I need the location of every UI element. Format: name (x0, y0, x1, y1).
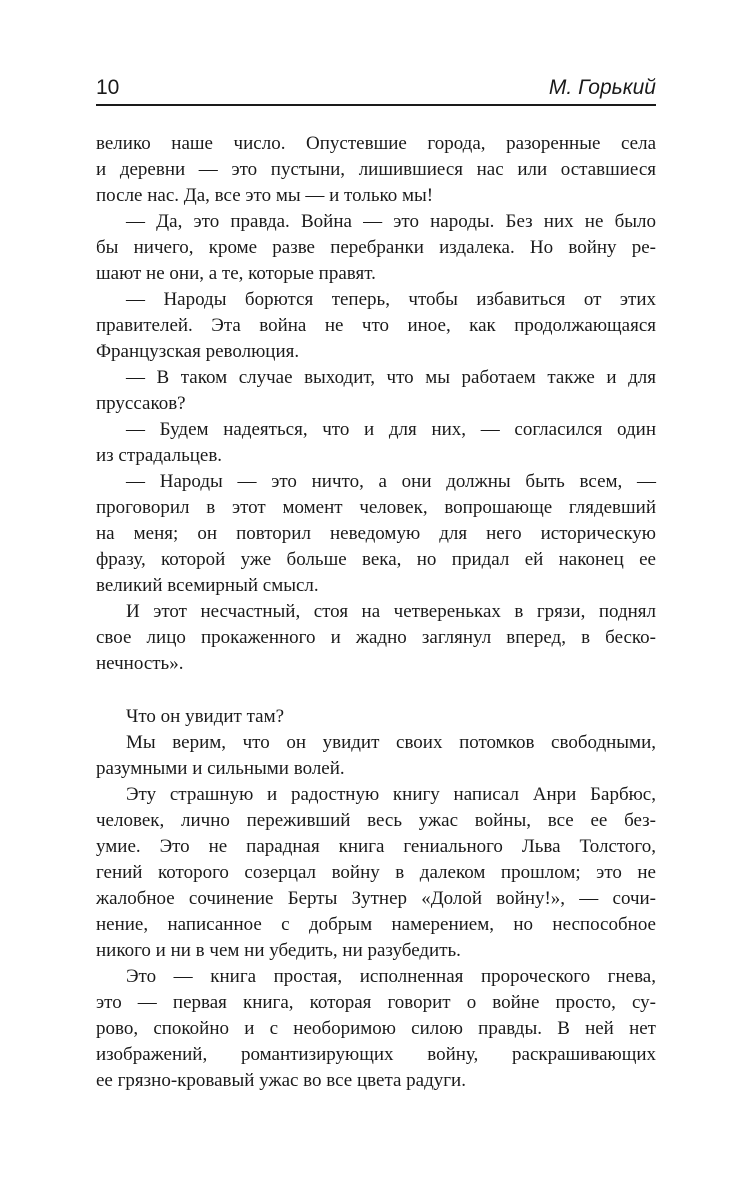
text-line: — Народы — это ничто, а они должны быть всем, — (126, 471, 656, 492)
page-header (96, 74, 656, 104)
text-line: нечность». (96, 653, 184, 674)
text-line: бы ничего, кроме разве перебранки издалека. Но войну ре- (96, 237, 656, 258)
text-line: Что он увидит там? (126, 706, 285, 727)
text-line: И этот несчастный, стоя на четвереньках в грязи, поднял (126, 601, 656, 622)
text-line: на меня; он повторил неведомую для него историческую (96, 523, 656, 544)
text-line: никого и ни в чем ни убедить, ни разубедить. (96, 940, 461, 961)
text-line: разумными и сильными волей. (96, 758, 345, 779)
text-line: великий всемирный смысл. (96, 575, 319, 596)
text-line: и деревни — это пустыни, лишившиеся нас или оставшиеся (96, 159, 656, 180)
text-line: гений которого созерцал войну в далеком прошлом; это не (96, 862, 656, 883)
text-line: человек, лично переживший весь ужас войны, все ее без- (96, 810, 656, 831)
text-line: пруссаков? (96, 393, 186, 414)
text-line: — В таком случае выходит, что мы работаем также и для (126, 367, 656, 388)
text-line: после нас. Да, все это мы — и только мы! (96, 185, 434, 206)
text-line: — Народы борются теперь, чтобы избавиться от этих (126, 289, 656, 310)
text-line: нение, написанное с добрым намерением, но неспособное (96, 914, 656, 935)
text-line: свое лицо прокаженного и жадно заглянул вперед, в беско- (96, 627, 656, 648)
text-line: — Да, это правда. Война — это народы. Без них не было (126, 211, 656, 232)
text-line: фразу, которой уже больше века, но придал ей наконец ее (96, 549, 656, 570)
running-head-author: М. Горький (548, 76, 656, 99)
text-line: Эту страшную и радостную книгу написал Анри Барбюс, (126, 784, 656, 805)
text-line: Мы верим, что он увидит своих потомков свободными, (126, 732, 656, 753)
text-line: умие. Это не парадная книга гениального Льва Толстого, (96, 836, 656, 857)
text-line: проговорил в этот момент человек, вопрошающе глядевший (96, 497, 656, 518)
text-line: Это — книга простая, исполненная пророческого гнева, (126, 966, 656, 987)
header-rule (96, 104, 656, 106)
text-line: Французская революция. (96, 341, 300, 362)
text-line: изображений, романтизирующих войну, раскрашивающих (96, 1044, 656, 1065)
text-line: ее грязно-кровавый ужас во все цвета радуги. (96, 1070, 466, 1091)
text-line: рово, спокойно и с необоримою силою правды. В ней нет (96, 1018, 656, 1039)
page-number: 10 (96, 76, 120, 99)
text-line: — Будем надеяться, что и для них, — согласился один (126, 419, 656, 440)
text-line: из страдальцев. (96, 445, 223, 466)
text-line: шают не они, а те, которые правят. (96, 263, 376, 284)
text-line: жалобное сочинение Берты Зутнер «Долой войну!», — сочи- (96, 888, 656, 909)
text-line: это — первая книга, которая говорит о войне просто, су- (96, 992, 656, 1013)
text-line: велико наше число. Опустевшие города, разоренные села (96, 133, 656, 154)
text-line: правителей. Эта война не что иное, как продолжающаяся (96, 315, 656, 336)
